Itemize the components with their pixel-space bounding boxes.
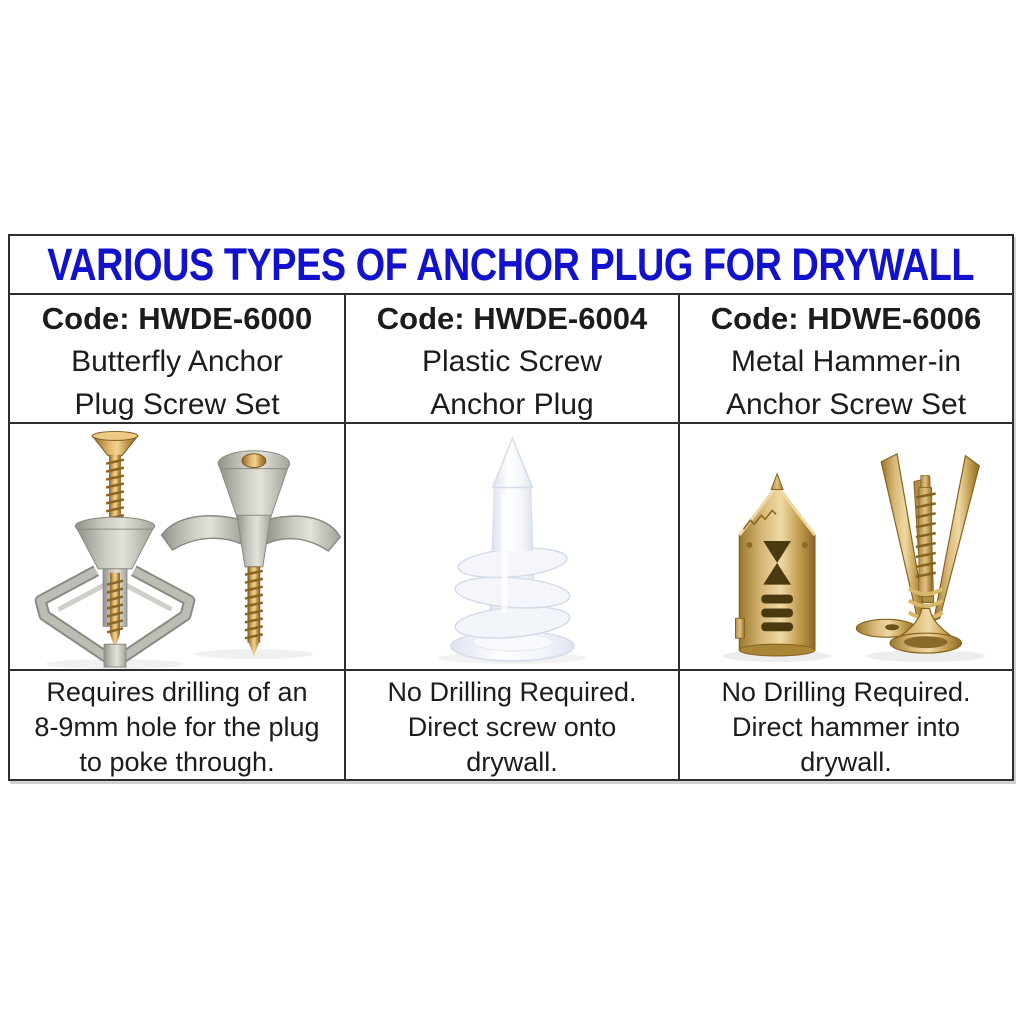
description-line: No Drilling Required. — [387, 677, 637, 707]
butterfly-anchor-image — [10, 424, 344, 671]
page-title: VARIOUS TYPES OF ANCHOR PLUG FOR DRYWALL — [47, 238, 975, 290]
product-code: Code: HWDE-6000 — [41, 301, 313, 336]
plastic-anchor-image — [344, 424, 678, 671]
metal-anchor-photo-svg — [680, 424, 1012, 669]
metal-anchor-image — [678, 424, 1012, 671]
butterfly-anchor-photo-svg — [10, 424, 344, 669]
butterfly-anchor-left — [41, 431, 190, 667]
product-name-row — [10, 295, 1012, 424]
product-code: Code: HDWE-6006 — [710, 301, 982, 336]
description-line: No Drilling Required. — [721, 677, 971, 707]
anchor-plug-comparison-table — [8, 234, 1014, 781]
product-name-line: Metal Hammer-in — [730, 345, 962, 378]
plastic-anchor-photo-svg — [346, 424, 678, 669]
product-name-cell-hdwe6006 — [678, 295, 1012, 424]
product-name-cell-hwde6004 — [344, 295, 678, 424]
butterfly-anchor-right — [162, 451, 341, 656]
table-title-row — [10, 236, 1012, 295]
product-image-row — [10, 424, 1012, 671]
description-line: Direct screw onto — [407, 712, 617, 742]
description-line: Direct hammer into — [731, 712, 961, 742]
description-cell-hwde6000 — [10, 671, 344, 779]
metal-anchor-closed — [735, 474, 814, 656]
description-cell-hdwe6006 — [678, 671, 1012, 779]
product-code: Code: HWDE-6004 — [376, 301, 648, 336]
description-line: to poke through. — [79, 747, 275, 777]
product-description-row — [10, 671, 1012, 779]
description-line: Requires drilling of an — [46, 677, 308, 707]
product-name-line: Butterfly Anchor — [71, 345, 283, 378]
metal-anchor-expanded — [856, 454, 979, 653]
product-name-line: Anchor Plug — [430, 388, 594, 421]
plastic-self-drilling-anchor — [451, 438, 574, 661]
description-cell-hwde6004 — [344, 671, 678, 779]
product-name-line: Plastic Screw — [421, 345, 603, 378]
product-name-line: Plug Screw Set — [74, 388, 280, 421]
description-line: 8-9mm hole for the plug — [34, 712, 320, 742]
description-line: drywall. — [466, 747, 558, 777]
description-line: drywall. — [800, 747, 892, 777]
product-name-cell-hwde6000 — [10, 295, 344, 424]
product-name-line: Anchor Screw Set — [725, 388, 967, 421]
